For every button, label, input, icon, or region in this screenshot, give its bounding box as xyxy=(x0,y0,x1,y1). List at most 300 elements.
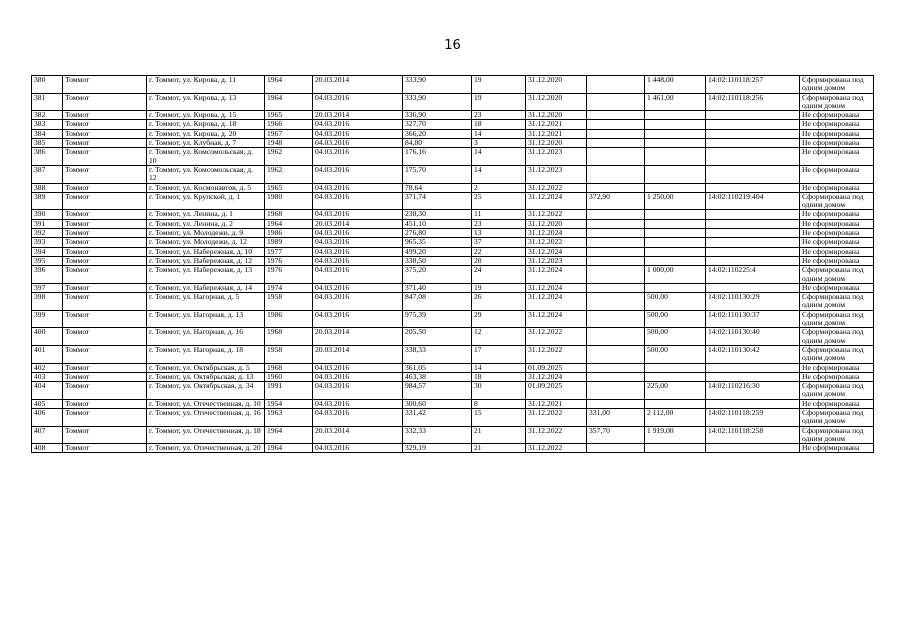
cell-land-area-b: 1 919,00 xyxy=(645,426,706,444)
cell-inclusion-date: 20.03.2014 xyxy=(313,219,403,228)
cell-municipality: Томмот xyxy=(63,363,147,372)
cell-year-built: 1989 xyxy=(265,238,313,247)
cell-municipality: Томмот xyxy=(63,247,147,256)
cell-inclusion-date: 04.03.2016 xyxy=(313,238,403,247)
cell-year-built: 1976 xyxy=(265,256,313,265)
cell-total-area: 361,05 xyxy=(403,363,472,372)
cell-inclusion-date: 04.03.2016 xyxy=(313,210,403,219)
cell-apartments: 2 xyxy=(472,183,526,192)
cell-year-built: 1964 xyxy=(265,426,313,444)
cell-total-area: 371,74 xyxy=(403,192,472,210)
cell-land-area-b xyxy=(645,165,706,183)
cell-municipality: Томмот xyxy=(63,256,147,265)
cell-cadastral-number xyxy=(706,372,800,381)
cell-address: г. Томмот, ул. Клубная, д. 7 xyxy=(147,139,265,148)
cell-row-number: 392 xyxy=(32,229,63,238)
cell-municipality: Томмот xyxy=(63,120,147,129)
cell-land-area-b xyxy=(645,219,706,228)
table-row xyxy=(32,444,874,453)
cell-deadline: 31.12.2020 xyxy=(526,76,587,94)
table-row xyxy=(32,219,874,228)
cell-deadline: 31.12.2020 xyxy=(526,111,587,120)
cell-address: г. Томмот, ул. Ленина, д. 1 xyxy=(147,210,265,219)
cell-municipality: Томмот xyxy=(63,399,147,408)
cell-land-status: Сформирована под одним домом xyxy=(800,266,874,284)
cell-land-status: Не сформирована xyxy=(800,111,874,120)
cell-land-area-b xyxy=(645,444,706,453)
cell-land-status: Сформирована под одним домом xyxy=(800,426,874,444)
cell-apartments: 20 xyxy=(472,256,526,265)
cell-land-area-b: 500,00 xyxy=(645,293,706,311)
cell-row-number: 398 xyxy=(32,293,63,311)
cell-year-built: 1966 xyxy=(265,120,313,129)
cell-cadastral-number xyxy=(706,111,800,120)
page-number: 16 xyxy=(444,38,461,53)
table-row xyxy=(32,363,874,372)
cell-land-area-b: 1 000,00 xyxy=(645,266,706,284)
cell-deadline: 31.12.2024 xyxy=(526,293,587,311)
table-row xyxy=(32,283,874,292)
cell-address: г. Томмот, ул. Набережная, д. 14 xyxy=(147,283,265,292)
cell-land-area-b: 500,00 xyxy=(645,328,706,346)
cell-address: г. Томмот, ул. Кирова, д. 15 xyxy=(147,111,265,120)
cell-inclusion-date: 04.03.2016 xyxy=(313,372,403,381)
cell-total-area: 84,80 xyxy=(403,139,472,148)
cell-inclusion-date: 04.03.2016 xyxy=(313,256,403,265)
cell-land-area-b xyxy=(645,283,706,292)
cell-address: г. Томмот, ул. Отечественная, д. 18 xyxy=(147,426,265,444)
cell-municipality: Томмот xyxy=(63,283,147,292)
cell-inclusion-date: 04.03.2016 xyxy=(313,247,403,256)
cell-total-area: 327,70 xyxy=(403,120,472,129)
cell-municipality: Томмот xyxy=(63,76,147,94)
cell-inclusion-date: 20.03.2014 xyxy=(313,345,403,363)
cell-land-area-b: 500,00 xyxy=(645,345,706,363)
cell-address: г. Томмот, ул. Кирова, д. 20 xyxy=(147,129,265,138)
cell-municipality: Томмот xyxy=(63,266,147,284)
cell-land-area-b: 1 250,00 xyxy=(645,192,706,210)
cell-inclusion-date: 04.03.2016 xyxy=(313,363,403,372)
cell-year-built: 1964 xyxy=(265,76,313,94)
cell-cadastral-number: 14:02:110130:37 xyxy=(706,310,800,328)
cell-apartments: 13 xyxy=(472,229,526,238)
cell-inclusion-date: 04.03.2016 xyxy=(313,310,403,328)
cell-apartments: 14 xyxy=(472,363,526,372)
cell-cadastral-number xyxy=(706,247,800,256)
cell-inclusion-date: 20.03.2014 xyxy=(313,111,403,120)
cell-total-area: 451,10 xyxy=(403,219,472,228)
cell-cadastral-number xyxy=(706,139,800,148)
table-row xyxy=(32,345,874,363)
cell-deadline: 31.12.2024 xyxy=(526,372,587,381)
cell-deadline: 31.12.2022 xyxy=(526,426,587,444)
cell-land-area-b xyxy=(645,111,706,120)
cell-municipality: Томмот xyxy=(63,183,147,192)
cell-total-area: 375,20 xyxy=(403,266,472,284)
cell-land-area-a xyxy=(587,129,645,138)
cell-row-number: 405 xyxy=(32,399,63,408)
cell-address: г. Томмот, ул. Набережная, д. 13 xyxy=(147,266,265,284)
table-row xyxy=(32,165,874,183)
cell-apartments: 21 xyxy=(472,426,526,444)
cell-address: г. Томмот, ул. Кирова, д. 13 xyxy=(147,93,265,111)
cell-deadline: 31.12.2024 xyxy=(526,266,587,284)
cell-apartments: 14 xyxy=(472,148,526,166)
table-row xyxy=(32,93,874,111)
cell-inclusion-date: 04.03.2016 xyxy=(313,139,403,148)
cell-land-status: Не сформирована xyxy=(800,229,874,238)
cell-total-area: 366,20 xyxy=(403,129,472,138)
cell-deadline: 01.09.2025 xyxy=(526,382,587,400)
cell-address: г. Томмот, ул. Октябрьская, д. 13 xyxy=(147,372,265,381)
cell-apartments: 23 xyxy=(472,111,526,120)
cell-year-built: 1965 xyxy=(265,111,313,120)
table-row xyxy=(32,293,874,311)
cell-land-area-b xyxy=(645,210,706,219)
cell-land-status: Не сформирована xyxy=(800,238,874,247)
cell-land-area-b xyxy=(645,120,706,129)
cell-land-status: Сформирована под одним домом xyxy=(800,408,874,426)
cell-land-area-a xyxy=(587,165,645,183)
cell-apartments: 8 xyxy=(472,399,526,408)
cell-land-status: Не сформирована xyxy=(800,148,874,166)
cell-inclusion-date: 04.03.2016 xyxy=(313,192,403,210)
cell-deadline: 31.12.2022 xyxy=(526,345,587,363)
cell-total-area: 984,57 xyxy=(403,382,472,400)
cell-row-number: 382 xyxy=(32,111,63,120)
cell-year-built: 1962 xyxy=(265,148,313,166)
cell-municipality: Томмот xyxy=(63,93,147,111)
cell-deadline: 31.12.2023 xyxy=(526,256,587,265)
cell-inclusion-date: 20.03.2014 xyxy=(313,328,403,346)
cell-cadastral-number xyxy=(706,129,800,138)
cell-land-area-b xyxy=(645,139,706,148)
cell-apartments: 22 xyxy=(472,247,526,256)
cell-land-area-b: 1 448,00 xyxy=(645,76,706,94)
table-row xyxy=(32,148,874,166)
cell-cadastral-number: 14:02:110130:40 xyxy=(706,328,800,346)
cell-land-area-b xyxy=(645,363,706,372)
cell-total-area: 276,80 xyxy=(403,229,472,238)
cell-apartments: 14 xyxy=(472,129,526,138)
cell-cadastral-number: 14:02:110118:259 xyxy=(706,408,800,426)
cell-row-number: 395 xyxy=(32,256,63,265)
cell-land-status: Не сформирована xyxy=(800,256,874,265)
cell-deadline: 31.12.2024 xyxy=(526,283,587,292)
cell-row-number: 397 xyxy=(32,283,63,292)
cell-apartments: 30 xyxy=(472,382,526,400)
cell-land-area-a: 331,00 xyxy=(587,408,645,426)
cell-inclusion-date: 04.03.2016 xyxy=(313,399,403,408)
cell-cadastral-number: 14:02:110216:30 xyxy=(706,382,800,400)
cell-deadline: 31.12.2022 xyxy=(526,444,587,453)
table-body xyxy=(32,76,874,453)
cell-land-area-a xyxy=(587,310,645,328)
cell-inclusion-date: 04.03.2016 xyxy=(313,408,403,426)
cell-row-number: 401 xyxy=(32,345,63,363)
cell-inclusion-date: 04.03.2016 xyxy=(313,120,403,129)
cell-cadastral-number xyxy=(706,183,800,192)
table-row xyxy=(32,372,874,381)
cell-row-number: 406 xyxy=(32,408,63,426)
cell-municipality: Томмот xyxy=(63,139,147,148)
cell-cadastral-number: 14:02:110130:29 xyxy=(706,293,800,311)
cell-year-built: 1977 xyxy=(265,247,313,256)
cell-year-built: 1967 xyxy=(265,129,313,138)
cell-inclusion-date: 04.03.2016 xyxy=(313,183,403,192)
cell-address: г. Томмот, ул. Нагорная, д. 5 xyxy=(147,293,265,311)
cell-land-area-a xyxy=(587,111,645,120)
cell-cadastral-number xyxy=(706,219,800,228)
cell-address: г. Томмот, ул. Отечественная, д. 16 xyxy=(147,408,265,426)
cell-address: г. Томмот, ул. Молодежи, д. 9 xyxy=(147,229,265,238)
cell-land-area-a xyxy=(587,283,645,292)
cell-municipality: Томмот xyxy=(63,229,147,238)
cell-inclusion-date: 04.03.2016 xyxy=(313,93,403,111)
cell-land-area-a xyxy=(587,219,645,228)
cell-land-status: Не сформирована xyxy=(800,129,874,138)
cell-land-area-a xyxy=(587,382,645,400)
cell-row-number: 384 xyxy=(32,129,63,138)
cell-total-area: 332,33 xyxy=(403,426,472,444)
cell-deadline: 31.12.2020 xyxy=(526,139,587,148)
cell-year-built: 1991 xyxy=(265,382,313,400)
cell-apartments: 21 xyxy=(472,444,526,453)
cell-inclusion-date: 04.03.2016 xyxy=(313,165,403,183)
cell-land-area-a xyxy=(587,238,645,247)
cell-cadastral-number xyxy=(706,210,800,219)
cell-land-area-b: 1 461,00 xyxy=(645,93,706,111)
cell-cadastral-number xyxy=(706,229,800,238)
cell-municipality: Томмот xyxy=(63,382,147,400)
cell-year-built: 1986 xyxy=(265,310,313,328)
cell-row-number: 389 xyxy=(32,192,63,210)
cell-row-number: 394 xyxy=(32,247,63,256)
cell-apartments: 18 xyxy=(472,372,526,381)
cell-apartments: 14 xyxy=(472,165,526,183)
cell-deadline: 31.12.2021 xyxy=(526,399,587,408)
table-row xyxy=(32,120,874,129)
cell-deadline: 31.12.2023 xyxy=(526,165,587,183)
cell-total-area: 176,16 xyxy=(403,148,472,166)
cell-row-number: 399 xyxy=(32,310,63,328)
cell-land-status: Сформирована под одним домом xyxy=(800,310,874,328)
cell-year-built: 1964 xyxy=(265,219,313,228)
cell-inclusion-date: 04.03.2016 xyxy=(313,266,403,284)
cell-address: г. Томмот, ул. Октябрьская, д. 5 xyxy=(147,363,265,372)
cell-address: г. Томмот, ул. Ленина, д. 2 xyxy=(147,219,265,228)
table-row xyxy=(32,310,874,328)
cell-cadastral-number: 14:02:110225:4 xyxy=(706,266,800,284)
cell-total-area: 333,90 xyxy=(403,76,472,94)
cell-year-built: 1980 xyxy=(265,192,313,210)
cell-land-area-a xyxy=(587,247,645,256)
cell-land-area-a xyxy=(587,372,645,381)
cell-deadline: 31.12.2024 xyxy=(526,310,587,328)
cell-total-area: 329,19 xyxy=(403,444,472,453)
cell-deadline: 31.12.2022 xyxy=(526,183,587,192)
cell-apartments: 17 xyxy=(472,345,526,363)
table-row xyxy=(32,183,874,192)
cell-total-area: 371,40 xyxy=(403,283,472,292)
table-row xyxy=(32,399,874,408)
cell-year-built: 1976 xyxy=(265,266,313,284)
cell-apartments: 19 xyxy=(472,93,526,111)
cell-address: г. Томмот, ул. Крупской, д. 1 xyxy=(147,192,265,210)
table-row xyxy=(32,229,874,238)
cell-year-built: 1960 xyxy=(265,372,313,381)
cell-address: г. Томмот, ул. Комсомольская, д. 12 xyxy=(147,165,265,183)
cell-land-area-b: 2 112,00 xyxy=(645,408,706,426)
cell-row-number: 385 xyxy=(32,139,63,148)
cell-year-built: 1958 xyxy=(265,293,313,311)
cell-land-area-b xyxy=(645,372,706,381)
cell-row-number: 404 xyxy=(32,382,63,400)
cell-land-area-a xyxy=(587,76,645,94)
table-row xyxy=(32,426,874,444)
cell-land-status: Не сформирована xyxy=(800,444,874,453)
cell-apartments: 37 xyxy=(472,238,526,247)
cell-total-area: 175,70 xyxy=(403,165,472,183)
cell-address: г. Томмот, ул. Нагорная, д. 18 xyxy=(147,345,265,363)
cell-inclusion-date: 04.03.2016 xyxy=(313,293,403,311)
cell-land-area-a: 357,70 xyxy=(587,426,645,444)
cell-address: г. Томмот, ул. Космонавтов, д. 5 xyxy=(147,183,265,192)
cell-total-area: 463,38 xyxy=(403,372,472,381)
cell-address: г. Томмот, ул. Комсомольская, д. 10 xyxy=(147,148,265,166)
table-row xyxy=(32,139,874,148)
cell-row-number: 403 xyxy=(32,372,63,381)
cell-inclusion-date: 04.03.2016 xyxy=(313,444,403,453)
cell-inclusion-date: 04.03.2016 xyxy=(313,129,403,138)
cell-row-number: 407 xyxy=(32,426,63,444)
cell-land-area-a xyxy=(587,210,645,219)
cell-row-number: 390 xyxy=(32,210,63,219)
cell-address: г. Томмот, ул. Отечественная, д. 20 xyxy=(147,444,265,453)
table-row xyxy=(32,210,874,219)
cell-land-status: Не сформирована xyxy=(800,210,874,219)
cell-row-number: 393 xyxy=(32,238,63,247)
cell-deadline: 31.12.2021 xyxy=(526,120,587,129)
cell-total-area: 338,50 xyxy=(403,256,472,265)
cell-land-area-a xyxy=(587,256,645,265)
cell-municipality: Томмот xyxy=(63,372,147,381)
cell-year-built: 1974 xyxy=(265,283,313,292)
cell-year-built: 1965 xyxy=(265,183,313,192)
cell-apartments: 11 xyxy=(472,210,526,219)
cell-inclusion-date: 20.03.2014 xyxy=(313,426,403,444)
cell-municipality: Томмот xyxy=(63,328,147,346)
cell-address: г. Томмот, ул. Молодежи, д. 12 xyxy=(147,238,265,247)
cell-total-area: 300,60 xyxy=(403,399,472,408)
cell-apartments: 29 xyxy=(472,310,526,328)
cell-row-number: 400 xyxy=(32,328,63,346)
cell-municipality: Томмот xyxy=(63,426,147,444)
cell-apartments: 26 xyxy=(472,293,526,311)
cell-cadastral-number xyxy=(706,283,800,292)
cell-address: г. Томмот, ул. Октябрьская, д. 34 xyxy=(147,382,265,400)
cell-land-status: Сформирована под одним домом xyxy=(800,192,874,210)
cell-deadline: 31.12.2021 xyxy=(526,129,587,138)
cell-address: г. Томмот, ул. Нагорная, д. 13 xyxy=(147,310,265,328)
cell-municipality: Томмот xyxy=(63,238,147,247)
cell-municipality: Томмот xyxy=(63,148,147,166)
cell-cadastral-number xyxy=(706,238,800,247)
cell-land-status: Не сформирована xyxy=(800,183,874,192)
cell-apartments: 15 xyxy=(472,408,526,426)
table-row xyxy=(32,328,874,346)
cell-land-area-b xyxy=(645,247,706,256)
cell-total-area: 336,90 xyxy=(403,111,472,120)
cell-municipality: Томмот xyxy=(63,210,147,219)
cell-land-status: Не сформирована xyxy=(800,139,874,148)
table-row xyxy=(32,192,874,210)
cell-total-area: 965,35 xyxy=(403,238,472,247)
cell-municipality: Томмот xyxy=(63,310,147,328)
cell-total-area: 205,50 xyxy=(403,328,472,346)
table-row xyxy=(32,256,874,265)
cell-year-built: 1964 xyxy=(265,93,313,111)
table-row xyxy=(32,247,874,256)
cell-apartments: 19 xyxy=(472,76,526,94)
cell-municipality: Томмот xyxy=(63,293,147,311)
cell-deadline: 31.12.2022 xyxy=(526,408,587,426)
cell-land-status: Сформирована под одним домом xyxy=(800,93,874,111)
cell-land-status: Не сформирована xyxy=(800,247,874,256)
cell-land-status: Не сформирована xyxy=(800,399,874,408)
cell-land-area-a xyxy=(587,93,645,111)
cell-total-area: 333,90 xyxy=(403,93,472,111)
table-row xyxy=(32,129,874,138)
cell-year-built: 1964 xyxy=(265,444,313,453)
cell-total-area: 499,20 xyxy=(403,247,472,256)
cell-deadline: 31.12.2024 xyxy=(526,229,587,238)
cell-land-area-a xyxy=(587,345,645,363)
cell-municipality: Томмот xyxy=(63,192,147,210)
cell-total-area: 331,42 xyxy=(403,408,472,426)
cell-address: г. Томмот, ул. Набережная, д. 10 xyxy=(147,247,265,256)
cell-land-area-a xyxy=(587,363,645,372)
cell-cadastral-number: 14:02:110118:256 xyxy=(706,93,800,111)
cell-total-area: 338,33 xyxy=(403,345,472,363)
cell-land-area-b: 225,00 xyxy=(645,382,706,400)
cell-land-area-a xyxy=(587,328,645,346)
cell-deadline: 31.12.2024 xyxy=(526,192,587,210)
cell-total-area: 78,64 xyxy=(403,183,472,192)
cell-land-area-b xyxy=(645,238,706,247)
cell-land-area-a xyxy=(587,148,645,166)
cell-municipality: Томмот xyxy=(63,129,147,138)
cell-cadastral-number xyxy=(706,165,800,183)
cell-cadastral-number: 14:02:110219:404 xyxy=(706,192,800,210)
cell-year-built: 1954 xyxy=(265,399,313,408)
table-row xyxy=(32,408,874,426)
cell-year-built: 1962 xyxy=(265,165,313,183)
cell-land-area-a xyxy=(587,399,645,408)
cell-address: г. Томмот, ул. Набережная, д. 12 xyxy=(147,256,265,265)
cell-row-number: 387 xyxy=(32,165,63,183)
cell-municipality: Томмот xyxy=(63,165,147,183)
table-row xyxy=(32,266,874,284)
cell-deadline: 01.09.2025 xyxy=(526,363,587,372)
cell-municipality: Томмот xyxy=(63,111,147,120)
table-row xyxy=(32,382,874,400)
cell-total-area: 238,30 xyxy=(403,210,472,219)
cell-address: г. Томмот, ул. Кирова, д. 18 xyxy=(147,120,265,129)
cell-land-status: Не сформирована xyxy=(800,165,874,183)
cell-land-status: Сформирована под одним домом xyxy=(800,293,874,311)
cell-apartments: 12 xyxy=(472,328,526,346)
